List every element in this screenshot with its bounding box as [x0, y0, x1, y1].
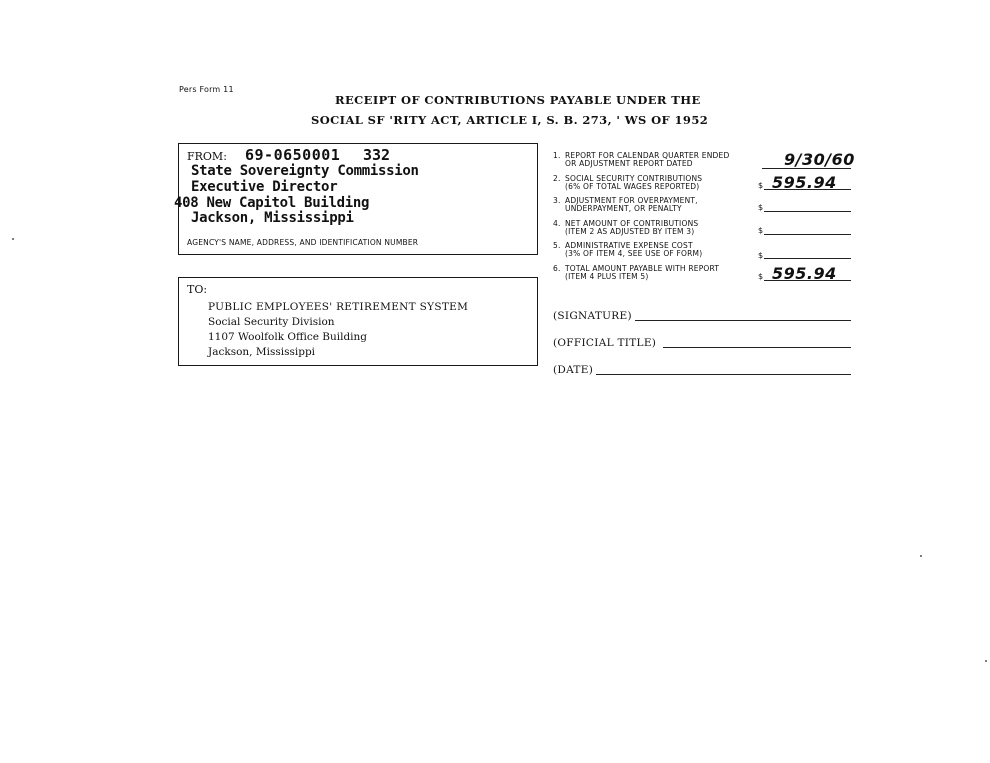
item-number: 1.	[553, 151, 561, 160]
item-label: ADJUSTMENT FOR OVERPAYMENT,	[565, 196, 698, 205]
item-1-value: 9/30/60	[784, 150, 855, 169]
item-label: UNDERPAYMENT, OR PENALTY	[565, 204, 682, 213]
official-title-line[interactable]	[663, 347, 851, 348]
recipient-line: Social Security Division	[208, 316, 335, 328]
recipient-line: Jackson, Mississippi	[208, 346, 316, 358]
item-2-value: 595.94	[772, 173, 837, 192]
dollar-sign: $	[758, 181, 764, 190]
item-label: OR ADJUSTMENT REPORT DATED	[565, 159, 693, 168]
item-label: ADMINISTRATIVE EXPENSE COST	[565, 241, 693, 250]
item-label: (ITEM 4 PLUS ITEM 5)	[565, 272, 649, 281]
agency-caption: AGENCY'S NAME, ADDRESS, AND IDENTIFICATION NUMBER	[187, 238, 419, 247]
item-1-line	[762, 168, 851, 169]
date-label: (DATE)	[553, 364, 594, 376]
item-label: REPORT FOR CALENDAR QUARTER ENDED	[565, 151, 730, 160]
item-number: 6.	[553, 264, 561, 273]
agency-address-line: Jackson, Mississippi	[191, 210, 354, 226]
item-6-line	[764, 280, 851, 281]
item-5-line	[764, 258, 851, 259]
agency-id-number: 69-0650001	[245, 146, 341, 164]
item-number: 3.	[553, 196, 561, 205]
item-3-line	[764, 211, 851, 212]
to-label: TO:	[187, 283, 208, 296]
scan-speck	[12, 238, 14, 240]
item-5	[553, 242, 702, 258]
item-label: TOTAL AMOUNT PAYABLE WITH REPORT	[565, 264, 720, 273]
dollar-sign: $	[758, 203, 764, 212]
item-6-value: 595.94	[772, 264, 837, 283]
signature-line[interactable]	[635, 320, 851, 321]
date-line[interactable]	[596, 374, 851, 375]
from-box	[174, 143, 538, 255]
form-number: Pers Form 11	[179, 85, 234, 94]
recipient-line: PUBLIC EMPLOYEES' RETIREMENT SYSTEM	[208, 301, 469, 313]
item-label: (6% OF TOTAL WAGES REPORTED)	[565, 182, 700, 191]
item-label: NET AMOUNT OF CONTRIBUTIONS	[565, 219, 699, 228]
item-2	[553, 175, 702, 191]
scan-speck	[920, 555, 922, 557]
item-4-line	[764, 234, 851, 235]
item-2-line	[764, 189, 851, 190]
official-title-label: (OFFICIAL TITLE)	[553, 337, 657, 349]
item-number: 5.	[553, 241, 561, 250]
item-4	[553, 220, 698, 236]
form-title-line-2: SOCIAL SF 'RITY ACT, ARTICLE I, S. B. 273, ' WS OF 1952	[311, 113, 709, 127]
item-1	[553, 152, 729, 168]
dollar-sign: $	[758, 272, 764, 281]
item-3	[553, 197, 698, 213]
item-6	[553, 265, 719, 281]
item-label: SOCIAL SECURITY CONTRIBUTIONS	[565, 174, 703, 183]
item-number: 4.	[553, 219, 561, 228]
dollar-sign: $	[758, 251, 764, 260]
dollar-sign: $	[758, 226, 764, 235]
agency-address-line: State Sovereignty Commission	[191, 163, 419, 179]
scan-speck	[985, 660, 987, 662]
item-label: (3% OF ITEM 4, SEE USE OF FORM)	[565, 249, 703, 258]
from-label: FROM:	[187, 150, 227, 163]
recipient-line: 1107 Woolfolk Office Building	[208, 331, 368, 343]
item-number: 2.	[553, 174, 561, 183]
agency-address-line: Executive Director	[191, 179, 338, 195]
form-title-line-1: RECEIPT OF CONTRIBUTIONS PAYABLE UNDER THE	[335, 93, 701, 107]
to-box	[178, 277, 538, 366]
signature-label: (SIGNATURE)	[553, 310, 632, 322]
agency-address-line: 408 New Capitol Building	[174, 195, 370, 211]
agency-id-suffix: 332	[363, 146, 391, 164]
item-label: (ITEM 2 AS ADJUSTED BY ITEM 3)	[565, 227, 695, 236]
